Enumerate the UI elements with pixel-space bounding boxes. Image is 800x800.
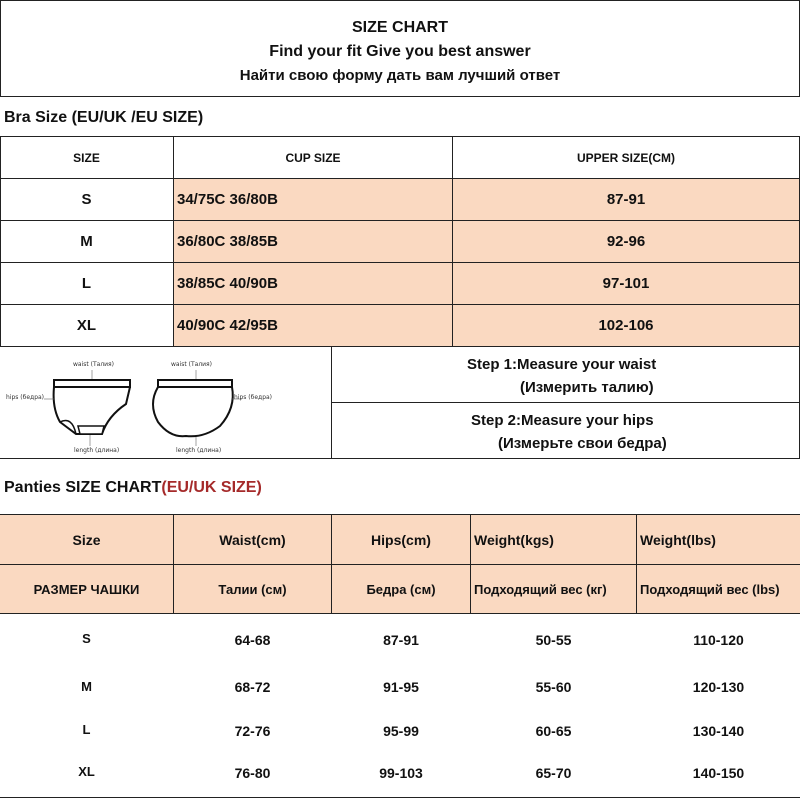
panties-row-hips: 91-95 [383,679,419,695]
panties-row-size: S [82,630,91,646]
panties-row-waist: 72-76 [234,723,271,739]
panties-row-kg: 50-55 [535,632,572,648]
panties-row-lbs: 140-150 [692,765,745,781]
bra-row-size: M [80,233,93,250]
panties-row-hips: 87-91 [383,632,419,648]
panties-row-hips: 95-99 [383,723,419,739]
panties-row-waist: 64-68 [234,632,271,648]
panties-row-size: XL [78,763,95,779]
bra-row-size: S [81,191,92,208]
subtitle-ru: Найти свою форму дать вам лучший ответ [239,67,561,84]
bra-row-upper: 87-91 [606,191,646,208]
panties-header-size-ru: РАЗМЕР ЧАШКИ [33,581,140,597]
measure-section [0,346,800,459]
panties-header-hips: Hips(cm) [371,531,431,548]
bra-header-cup: CUP SIZE [285,150,341,165]
step2-text-ru: (Измерьте свои бедра) [498,435,667,452]
back-panty-shape [153,380,233,436]
panties-header-waist: Waist(cm) [219,531,286,548]
panties-row-waist: 76-80 [234,765,271,781]
bra-row-upper: 102-106 [598,317,654,334]
panties-header-waist-ru: Талии (см) [218,581,287,597]
panties-header-hips-ru: Бедра (см) [366,581,436,597]
subtitle-en: Find your fit Give you best answer [269,43,531,60]
panties-header-weight-lbs-ru: Подходящий вес (lbs) [640,581,780,597]
diagram-waist-label: waist (Талия) [73,361,115,368]
bra-section-title: Bra Size (EU/UK /EU SIZE) [4,109,204,126]
step1-text-en: Step 1:Measure your waist [467,356,657,373]
panties-header-weight-kg-ru: Подходящий вес (кг) [474,581,607,597]
bra-row-size: L [81,275,92,292]
panties-header-weight-lbs: Weight(lbs) [640,531,716,548]
bra-row-upper: 97-101 [602,275,650,292]
bra-header-size: SIZE [73,150,100,165]
diagram-hips-label: hips (бедра) [6,394,45,401]
bra-row-upper: 92-96 [606,233,646,250]
bra-row-cup: 38/85C 40/90B [177,275,278,292]
panties-row-waist: 68-72 [234,679,271,695]
bra-row-cup: 34/75C 36/80B [177,191,278,208]
panties-row-kg: 60-65 [535,723,572,739]
panties-row-size: L [82,721,91,737]
diagram-waist-label: waist (Талия) [171,361,213,368]
panties-section-title [4,479,262,497]
panties-diagram [0,346,330,458]
panties-row-kg: 65-70 [535,765,572,781]
panties-row-hips: 99-103 [379,765,423,781]
panties-row-lbs: 130-140 [692,723,745,739]
panties-row-kg: 55-60 [535,679,572,695]
front-panty-shape [54,380,130,434]
bra-header-upper: UPPER SIZE(CM) [576,150,675,165]
panties-title-main: Panties SIZE CHART [4,479,162,496]
bra-row-size: XL [76,317,97,334]
bra-row-cup: 36/80C 38/85B [177,233,278,250]
panties-row-lbs: 110-120 [693,632,744,648]
step2-text-en: Step 2:Measure your hips [471,412,654,429]
bra-row-cup: 40/90C 42/95B [177,317,278,334]
panties-size-table [0,514,800,798]
panties-title-size: (EU/UK SIZE) [161,479,262,496]
page-title: SIZE CHART [352,19,448,36]
step1-text-ru: (Измерить талию) [520,379,654,396]
panties-row-lbs: 120-130 [692,679,745,695]
diagram-length-label: length (длина) [74,447,120,454]
panties-header-weight-kgs: Weight(kgs) [474,531,554,548]
diagram-length-label: length (длина) [176,447,222,454]
panties-row-size: M [81,678,92,694]
bra-size-table [0,136,800,347]
diagram-hips-label: hips (бедра) [234,394,273,401]
panties-header-size: Size [72,531,101,548]
